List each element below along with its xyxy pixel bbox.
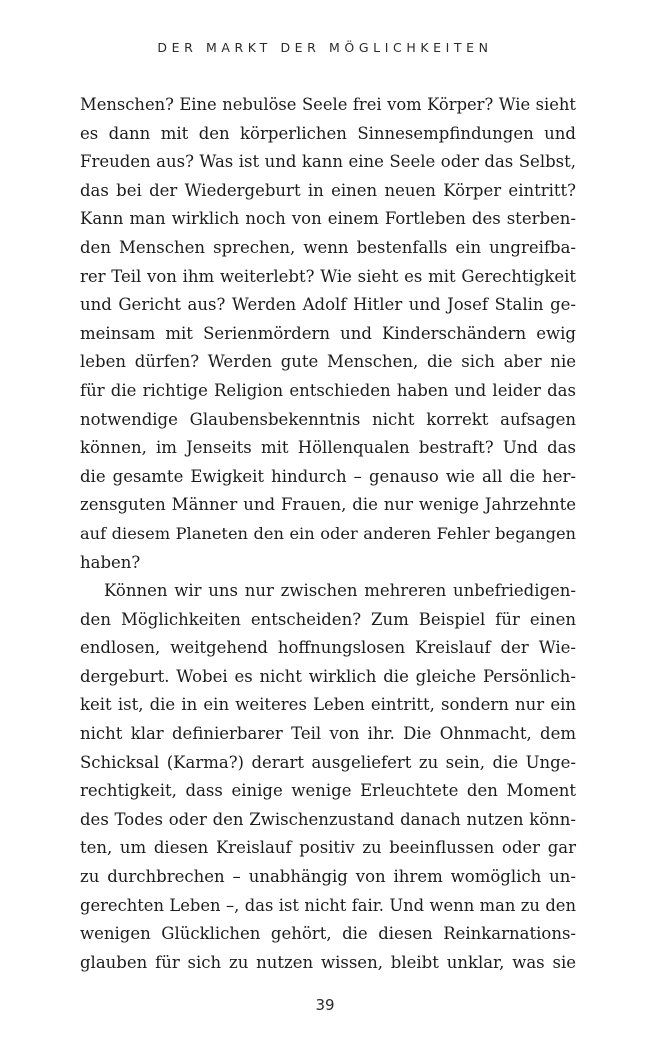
text-line: wenigen Glücklichen gehört, die diesen Reinkarnations-	[80, 924, 576, 944]
text-line: den Menschen sprechen, wenn bestenfalls ein ungreifba-	[80, 237, 576, 257]
page-number: 39	[315, 996, 335, 1014]
text-line: dergeburt. Wobei es nicht wirklich die gleiche Persönlich-	[80, 666, 576, 686]
text-line: es dann mit den körperlichen Sinnesempfindungen und	[80, 123, 576, 143]
text-line: Kann man wirklich noch von einem Fortleben des sterben-	[80, 209, 576, 229]
text-line: endlosen, weitgehend hoffnungslosen Kreislauf der Wie-	[80, 638, 576, 658]
text-line: gerechten Leben –, das ist nicht fair. Und wenn man zu den	[80, 895, 576, 915]
text-line: für die richtige Religion entschieden haben und leider das	[80, 380, 576, 400]
text-line: zensguten Männer und Frauen, die nur wenige Jahrzehnte	[80, 495, 576, 515]
running-head: DER MARKT DER MÖGLICHKEITEN	[157, 40, 493, 55]
text-line: leben dürfen? Werden gute Menschen, die sich aber nie	[80, 352, 576, 372]
text-line: auf diesem Planeten den ein oder anderen Fehler begangen	[80, 523, 576, 543]
text-line: haben?	[80, 552, 141, 572]
text-line: keit ist, die in ein weiteres Leben eintritt, sondern nur ein	[80, 695, 576, 715]
text-line: Schicksal (Karma?) derart ausgeliefert zu sein, die Unge-	[80, 752, 576, 772]
text-line: die gesamte Ewigkeit hindurch – genauso wie all die her-	[80, 466, 576, 486]
text-line: notwendige Glaubensbekenntnis nicht korrekt aufsagen	[80, 409, 576, 429]
text-line: rechtigkeit, dass einige wenige Erleuchtete den Moment	[80, 781, 576, 801]
text-line: das bei der Wiedergeburt in einen neuen Körper eintritt?	[80, 180, 576, 200]
text-line: und Gericht aus? Werden Adolf Hitler und Josef Stalin ge-	[80, 295, 576, 315]
paragraph-first-line: Können wir uns nur zwischen mehreren unbefriedigen-	[104, 581, 576, 601]
text-line: rer Teil von ihm weiterlebt? Wie sieht es mit Gerechtigkeit	[80, 266, 576, 286]
text-line: glauben für sich zu nutzen wissen, bleibt unklar, was sie	[80, 952, 576, 972]
text-line: Freuden aus? Was ist und kann eine Seele oder das Selbst,	[80, 152, 576, 172]
text-line: meinsam mit Serienmördern und Kinderschändern ewig	[80, 323, 576, 343]
text-line: ten, um diesen Kreislauf positiv zu beeinflussen oder gar	[80, 838, 576, 858]
text-line: den Möglichkeiten entscheiden? Zum Beispiel für einen	[80, 609, 576, 629]
text-line: des Todes oder den Zwischenzustand danach nutzen könn-	[80, 809, 576, 829]
text-line: zu durchbrechen – unabhängig von ihrem womöglich un-	[80, 867, 576, 887]
text-line: Menschen? Eine nebulöse Seele frei vom Körper? Wie sieht	[80, 95, 576, 114]
body-text	[80, 91, 576, 977]
text-line: können, im Jenseits mit Höllenqualen bestraft? Und das	[80, 438, 576, 458]
text-line: nicht klar definierbarer Teil von ihr. Die Ohnmacht, dem	[80, 724, 576, 744]
